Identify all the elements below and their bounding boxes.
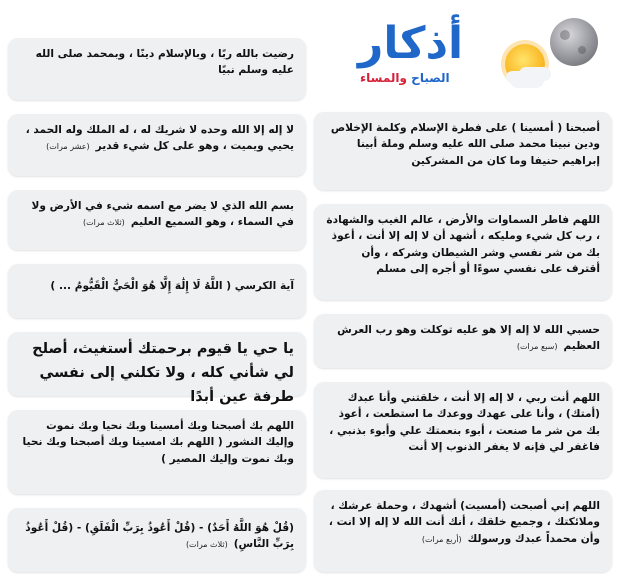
dhikr-card-asbahna-bika [8,410,306,494]
dhikr-card-hasbi [314,314,612,368]
card-text: لا إله إلا الله وحده لا شريك له ، له الملك وله الحمد ، يحيي ويميت ، وهو على كل شيء قدير [25,124,294,153]
card-text: رضيت بالله ربًا ، وبالإسلام دينًا ، وبمحمد صلى الله عليه وسلم نبيًا [35,48,294,77]
card-text: يا حي يا قيوم برحمتك أستغيث، أصلح لي شأني كله ، ولا تكلني إلى نفسي طرفة عين أبدًا [32,341,294,405]
dhikr-card-tahlil [8,114,306,176]
card-text: (قُلْ هُوَ اللَّهُ أَحَدٌ) - (قُلْ أَعُوذُ بِرَبِّ الْفَلَقِ) - (قُلْ أَعُوذُ بِرَبِّ النَّاسِ) [25,522,294,551]
card-text: اللهم بك أصبحنا وبك أمسينا وبك نحيا وبك نموت وإليك النشور ( اللهم بك امسينا وبك أصبحنا وبك نحيا وبك نموت وإليك المصير ) [22,420,294,465]
card-text: اللهم إني أصبحت (أمسيت) أشهدك ، وحملة عرشك ، وملائكتك ، وجميع خلقك ، أنك أنت الله لا إله إلا انت ، وأن محمداً عبدك ورسولك [328,500,600,545]
dhikr-card-ayat-kursi [8,264,306,318]
repeat-count: (سبع مرات) [516,342,558,352]
page-title: أذكار [358,18,464,69]
cloud-icon [510,72,544,88]
app-logo [330,4,615,110]
repeat-count: (ثلاث مرات) [83,218,125,228]
card-text: آية الكرسي ( اللَّهُ لَا إِلَٰهَ إِلَّا هُوَ الْحَيُّ الْقَيُّومُ ... ) [50,280,294,292]
card-text: بسم الله الذي لا يضر مع اسمه شيء في الأرض ولا في السماء ، وهو السميع العليم [31,200,294,229]
card-text: اللهم فاطر السماوات والأرض ، عالم الغيب والشهادة ، رب كل شيء ومليكه ، أشهد أن لا إله إلا أنت ، أعوذ بك من شر نفسي وشر الشيطان وشركه ، وأن أقترف على نفسي سوءًا أو أجره إلى مسلم [326,214,600,276]
repeat-count: (ثلاث مرات) [185,540,228,550]
page-subtitle: الصباح والمساء [360,71,450,85]
repeat-count: (عشر مرات) [46,142,90,152]
dhikr-card-ushhiduk [314,490,612,572]
dhikr-card-sayyid-istighfar [314,382,612,478]
moon-icon [550,18,598,66]
card-text: أصبحنا ( أمسينا ) على فطرة الإسلام وكلمة الإخلاص ودين نبينا محمد صلى الله عليه وسلم وملة أبينا إبراهيم حنيفا وما كان من المشركين [330,122,600,167]
repeat-count: (أربع مرات) [421,534,462,544]
card-text: اللهم أنت ربي ، لا إله إلا أنت ، خلقتني وأنا عبدك (أمتك) ، وأنا على عهدك ووعدك ما استطعت ، أعوذ بك من شر ما صنعت ، أبوء بنعمتك علي وأبوء بذنبي ، فاغفر لي فإنه لا يغفر الذنوب إلا أنت [329,392,600,454]
dhikr-card-fatir [314,204,612,300]
dhikr-card-ya-hayy [8,332,306,405]
dhikr-card-satisfaction [8,38,306,100]
dhikr-card-bismillah [8,190,306,250]
dhikr-card-muawwidhat [8,508,306,572]
card-text: حسبي الله لا إله إلا هو عليه توكلت وهو رب العرش العظيم [337,324,600,353]
dhikr-card-fitrah [314,112,612,190]
